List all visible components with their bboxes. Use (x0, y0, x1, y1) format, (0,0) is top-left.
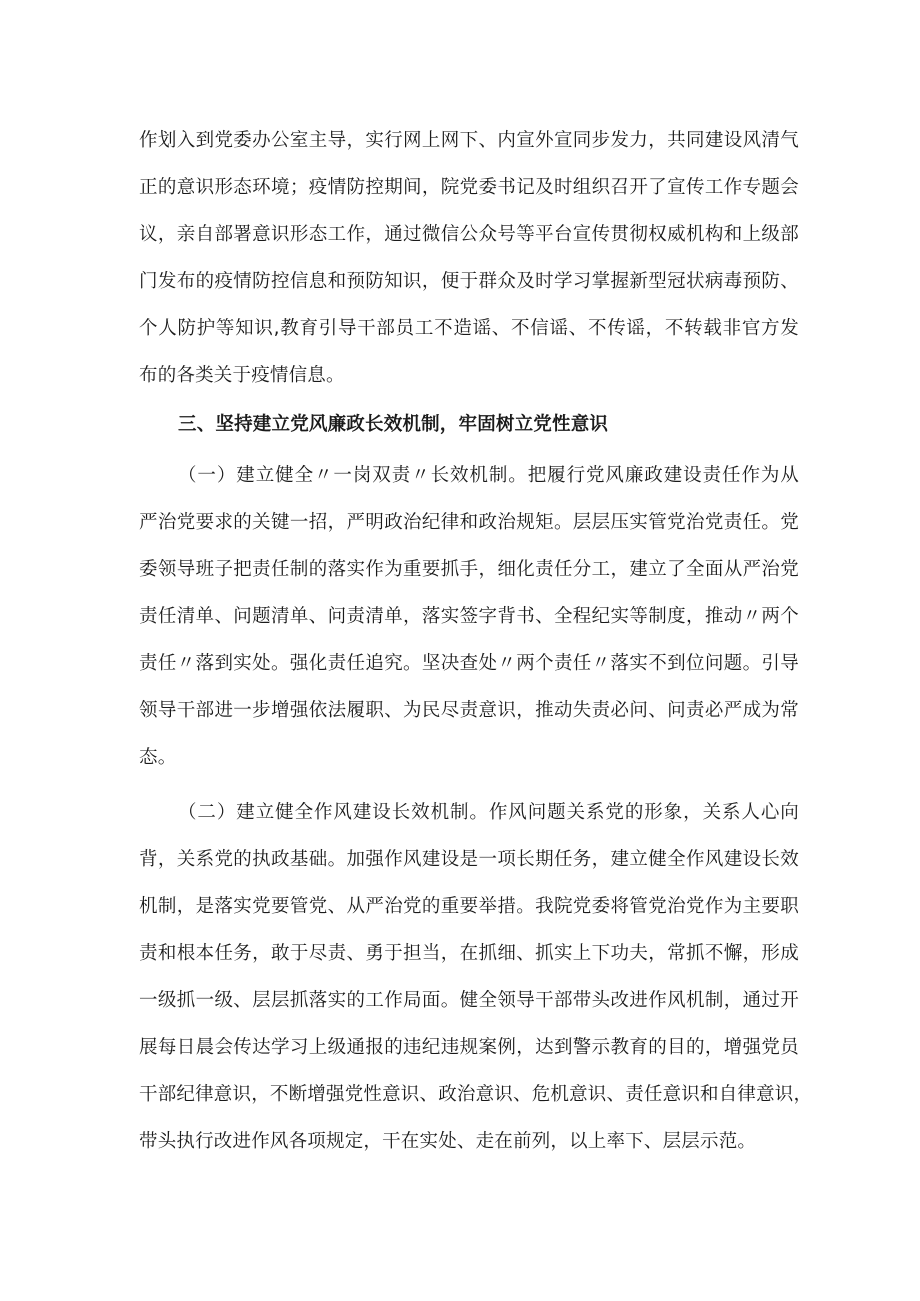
text-line: 责任清单、问题清单、问责清单，落实签字背书、全程纪实等制度，推动〃两个 (139, 606, 799, 627)
text-line: 背，关系党的执政基础。加强作风建设是一项长期任务，建立健全作风建设长效 (139, 849, 799, 870)
text-line: 展每日晨会传达学习上级通报的违纪违规案例，达到警示教育的目的，增强党员 (139, 1037, 799, 1058)
text-line: 一级抓一级、层层抓落实的工作局面。健全领导干部带头改进作风机制，通过开 (139, 990, 799, 1011)
text-line: 带头执行改进作风各项规定，干在实处、走在前列，以上率下、层层示范。 (139, 1131, 757, 1152)
text-line: 责任〃落到实处。强化责任追究。坚决查处〃两个责任〃落实不到位问题。引导 (139, 653, 799, 674)
text-line: 个人防护等知识,教育引导干部员工不造谣、不信谣、不传谣，不转载非官方发 (139, 318, 799, 339)
text-line: 委领导班子把责任制的落实作为重要抓手，细化责任分工，建立了全面从严治党 (139, 559, 799, 580)
text-line: 责和根本任务，敢于尽责、勇于担当，在抓细、抓实上下功夫，常抓不懈，形成 (139, 943, 799, 964)
text-line: 议，亲自部署意识形态工作，通过微信公众号等平台宣传贯彻权威机构和上级部 (139, 224, 799, 245)
section-heading: 三、坚持建立党风廉政长效机制，牢固树立党性意识 (178, 414, 609, 435)
text-line: 干部纪律意识，不断增强党性意识、政治意识、危机意识、责任意识和自律意识， (139, 1084, 813, 1105)
text-line: 严治党要求的关键一招，严明政治纪律和政治规矩。层层压实管党治党责任。党 (139, 512, 799, 533)
text-line: 机制，是落实党要管党、从严治党的重要举措。我院党委将管党治党作为主要职 (139, 896, 799, 917)
text-line: （一）建立健全〃一岗双责〃长效机制。把履行党风廉政建设责任作为从 (178, 465, 799, 486)
text-line: 正的意识形态环境；疫情防控期间，院党委书记及时组织召开了宣传工作专题会 (139, 177, 799, 198)
text-line: （二）建立健全作风建设长效机制。作风问题关系党的形象，关系人心向 (178, 802, 799, 823)
text-line: 布的各类关于疫情信息。 (139, 365, 345, 386)
text-line: 领导干部进一步增强依法履职、为民尽责意识，推动失责必问、问责必严成为常 (139, 700, 799, 721)
text-line: 作划入到党委办公室主导，实行网上网下、内宣外宣同步发力，共同建设风清气 (139, 130, 799, 151)
text-line: 门发布的疫情防控信息和预防知识，便于群众及时学习掌握新型冠状病毒预防、 (139, 271, 799, 292)
text-line: 态。 (139, 747, 177, 768)
